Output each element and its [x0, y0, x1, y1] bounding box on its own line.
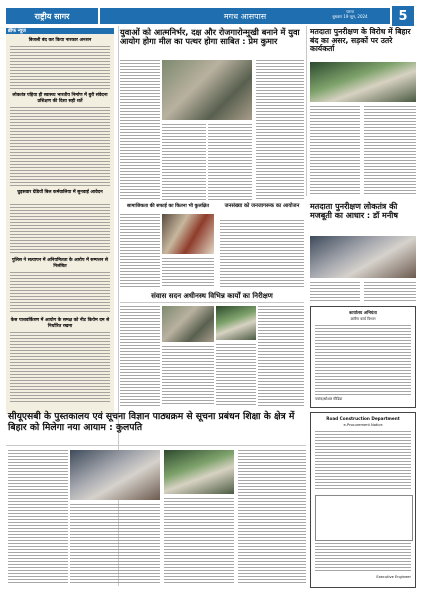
ad1-body [315, 325, 411, 395]
ad1-footer: पत्रांक/सोशल मीडिया [315, 397, 343, 401]
mid-center-text [220, 220, 304, 288]
sidebar-text-5 [10, 332, 110, 404]
bottom-text-col-3 [216, 344, 256, 406]
date-block [312, 8, 388, 25]
right-mid-text [310, 282, 360, 302]
right-top-headline: मतदाता पुनरीक्षण के विरोध में बिहार बंद का असर, सड़कों पर उतरे कार्यकर्ता [310, 27, 411, 54]
right-text-col-2 [364, 106, 416, 196]
banner-photo-2 [164, 450, 234, 494]
ad2-footer: Executive Engineer [376, 575, 411, 579]
sidebar-text-4 [10, 272, 110, 312]
page-number: 5 [392, 6, 414, 26]
banner-text-col-2 [70, 504, 160, 584]
sidebar-text-1 [10, 46, 110, 90]
ad1-subtitle: ग्रामीण कार्य विभाग [350, 317, 376, 321]
right-mid-text-2 [364, 282, 416, 302]
banner-text-col-4 [238, 450, 306, 584]
ad-notice-2 [310, 412, 416, 588]
sidebar-headline-5: केस पाशवर्कित्रण में आयोग के समक्ष को नीट कियेम दम से निर्धारित रखना [10, 318, 110, 329]
banner-photo-1 [70, 450, 160, 500]
divider [120, 302, 304, 303]
sidebar-headline-2: लोकतंत्र पहिया ही स्वास्थ्य भारतीय निर्माण में बुरी संवेदना प्रशिक्षण की दिशा सही शर्ते [12, 93, 108, 104]
bottom-text-col-1 [120, 306, 160, 406]
right-text-col-1 [310, 106, 360, 196]
ad2-body [315, 431, 411, 491]
sidebar-headline-1: बिजली बंद कर किया नारकार अनशन [28, 38, 92, 43]
top-headline: युवाओं को आत्मनिर्भर, दक्ष और रोजगारोन्मुखी बनाने में युवा आयोग होगा मील का पत्थर होगा साबित : प्रेम कुमार [120, 27, 300, 47]
story-text-col-4 [256, 60, 304, 200]
right-mid-headline: मतदाता पुनरीक्षण लोकतंत्र की मजबूती का आधार : डॉ मनीष [310, 202, 398, 221]
date-city: पटना [346, 9, 354, 14]
right-top-photo [310, 62, 416, 102]
section-title: मगध आसपास [100, 8, 390, 24]
right-mid-photo [310, 236, 416, 278]
story-text-col-1 [120, 60, 160, 200]
bottom-left-headline: संवास सदन अधीनस्थ विभिन्न कार्यों का निरीक्षण [151, 292, 273, 300]
bottom-photo-1 [162, 306, 214, 342]
ad-notice-1 [310, 306, 416, 408]
mid-left-text-2 [162, 258, 214, 288]
sidebar-headline-4: पुलिस ने सत्यापन में अनियमितता के आरोप में सम्पत्तन से निलंबित [11, 258, 109, 269]
column-rule-right [306, 26, 307, 196]
mid-left-photo [162, 214, 214, 254]
subhead-mid-center: जनसंख्या को जनजागरूक का आयोजन [224, 203, 300, 209]
story-text-col-3 [208, 124, 252, 200]
ad2-body-2 [315, 543, 411, 573]
ad2-title: Road Construction Department [326, 416, 400, 421]
banner-text-col-1 [8, 450, 68, 585]
mid-left-text [120, 214, 160, 288]
top-story-photo [162, 60, 252, 120]
bottom-text-col-4 [258, 306, 304, 406]
banner-text-col-3 [164, 498, 234, 584]
sidebar-text-2 [10, 107, 110, 187]
bottom-text-col-2 [162, 346, 214, 406]
subhead-mid-left: सामाजिकता की सफाई का कितना भी कुलक्षित [126, 204, 209, 209]
sidebar-text-3 [10, 204, 110, 254]
masthead-logo: राष्ट्रीय सागर [6, 8, 98, 24]
sidebar-headline-3: घुड़सवार ग्रेडियों बिल कर्मवालिया में सुनवाई आवेदन [17, 190, 103, 195]
ad2-subtitle: e-Procurement Notice [343, 423, 383, 427]
sidebar-label: ब्रीफ न्यूज [8, 28, 26, 34]
story-text-col-2 [162, 124, 206, 200]
bottom-photo-2 [216, 306, 256, 340]
ad2-table [315, 495, 413, 541]
ad1-title: कार्यालय अभियंता [349, 310, 377, 315]
column-rule [118, 26, 119, 586]
divider-bottom [6, 445, 306, 446]
date-text: बुधवार 19 जून, 2024 [332, 14, 368, 19]
bottom-banner-headline: सीयूएसबी के पुस्तकालय एवं सूचना विज्ञान पाठ्यक्रम से सूचना प्रबंधन शिक्षा के क्षेत्र में बिहार को मिलेगा नया आयाम : कुलपति [8, 411, 295, 433]
